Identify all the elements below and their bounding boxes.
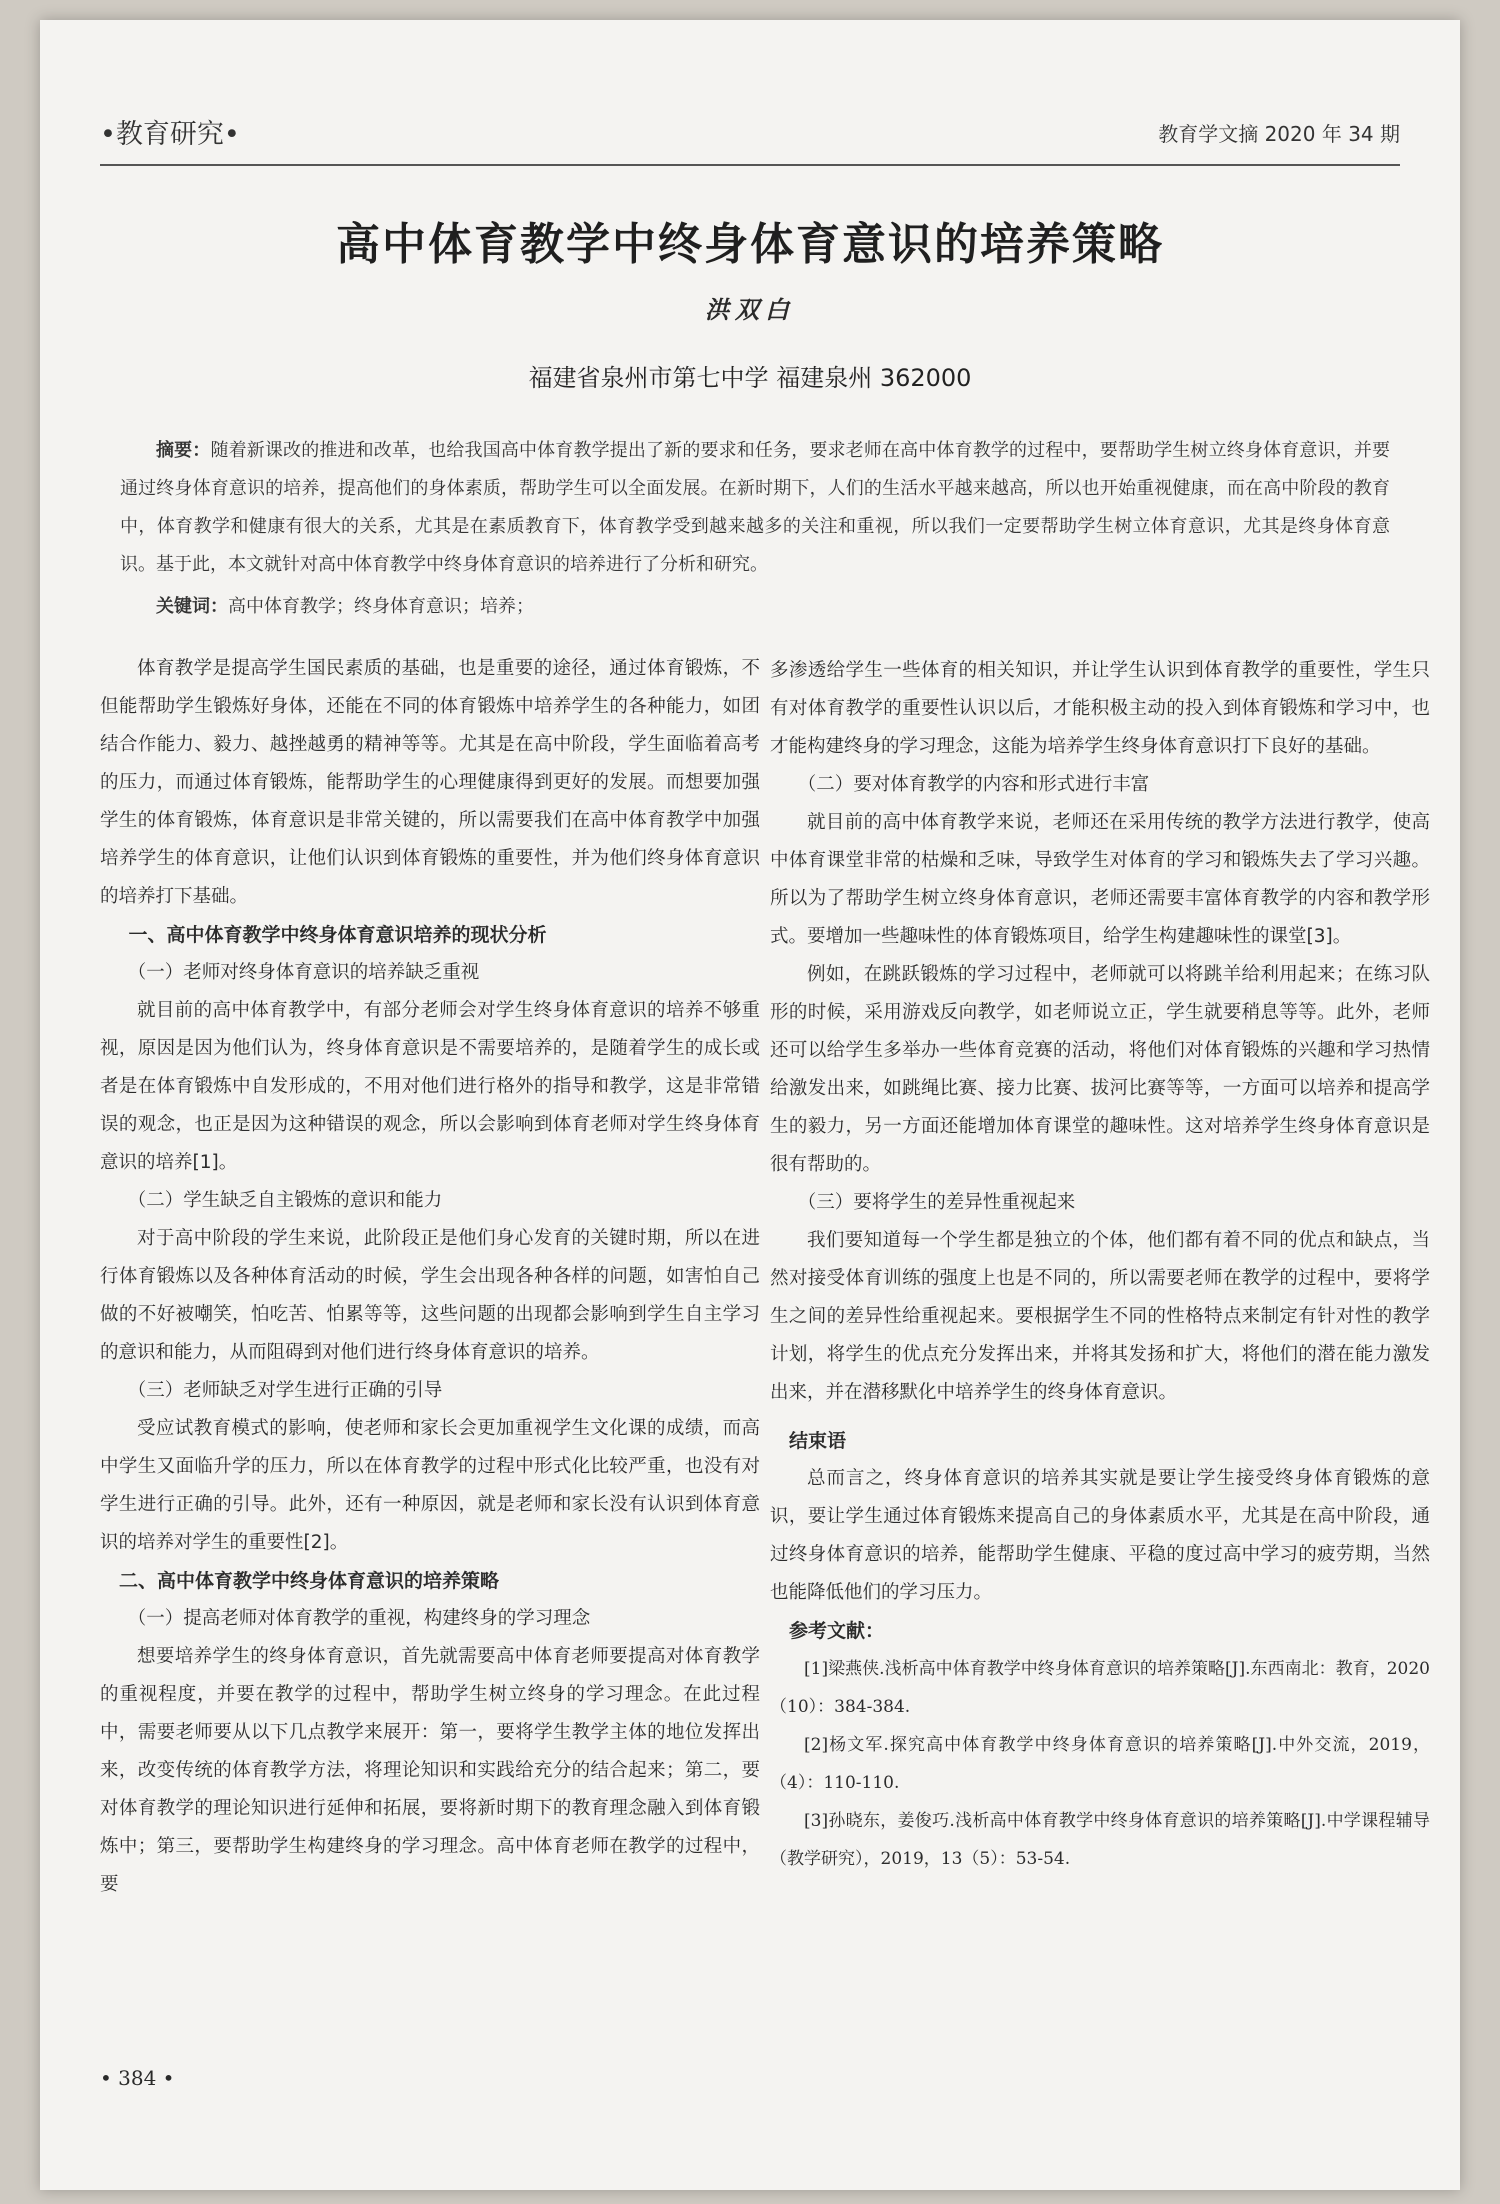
keywords-label: 关键词： [156,596,228,617]
header-rule [100,164,1400,166]
conclusion-heading: 结束语 [789,1430,847,1452]
subsection-heading-2-1: （一）提高老师对体育教学的重视，构建终身的学习理念 [127,1608,591,1629]
subsection-heading-1-1: （一）老师对终身体育意识的培养缺乏重视 [127,962,480,983]
references-heading: 参考文献： [789,1620,885,1642]
keywords [120,588,1390,626]
paragraph-1-1: 就目前的高中体育教学中，有部分老师会对学生终身体育意识的培养不够重视，原因是因为他们认为，终身体育意识是不需要培养的，是随着学生的成长或者是在体育锻炼中自发形成的，不用对他们进行格外的指导和教学，这是非常错误的观念，也正是因为这种错误的观念，所以会影响到体育老师对学生终身体育意识的培养[1]。 [100,1000,760,1173]
paragraph-2-1-continued: 多渗透给学生一些体育的相关知识，并让学生认识到体育教学的重要性，学生只有对体育教学的重要性认识以后，才能积极主动的投入到体育锻炼和学习中，也才能构建终身的学习理念，这能为培养学生终身体育意识打下良好的基础。 [770,660,1430,757]
subsection-heading-1-3: （三）老师缺乏对学生进行正确的引导 [127,1380,443,1401]
page-header [100,110,1400,150]
paragraph-1-2: 对于高中阶段的学生来说，此阶段正是他们身心发育的关键时期，所以在进行体育锻炼以及各种体育活动的时候，学生会出现各种各样的问题，如害怕自己做的不好被嘲笑，怕吃苦、怕累等等，这些问题的出现都会影响到学生自主学习的意识和能力，从而阻碍到对他们进行终身体育意识的培养。 [100,1228,760,1363]
paragraph-2-2a: 就目前的高中体育教学来说，老师还在采用传统的教学方法进行教学，使高中体育课堂非常的枯燥和乏味，导致学生对体育的学习和锻炼失去了学习兴趣。所以为了帮助学生树立终身体育意识，老师还需要丰富体育教学的内容和教学形式。要增加一些趣味性的体育锻炼项目，给学生构建趣味性的课堂[3]。 [770,812,1430,947]
reference-2: [2]杨文军.探究高中体育教学中终身体育意识的培养策略[J].中外交流，2019，（4）：110-110. [770,1735,1430,1793]
paragraph-1-3: 受应试教育模式的影响，使老师和家长会更加重视学生文化课的成绩，而高中学生又面临升学的压力，所以在体育教学的过程中形式化比较严重，也没有对学生进行正确的引导。此外，还有一种原因，就是老师和家长没有认识到体育意识的培养对学生的重要性[2]。 [100,1418,760,1553]
right-column [770,652,1430,1878]
paragraph-2-3: 我们要知道每一个学生都是独立的个体，他们都有着不同的优点和缺点，当然对接受体育训练的强度上也是不同的，所以需要老师在教学的过程中，要将学生之间的差异性给重视起来。要根据学生不同的性格特点来制定有针对性的教学计划，将学生的优点充分发挥出来，并将其发扬和扩大，将他们的潜在能力激发出来，并在潜移默化中培养学生的终身体育意识。 [770,1230,1430,1403]
author-affiliation: 福建省泉州市第七中学 福建泉州 362000 [528,364,972,392]
subsection-heading-1-2: （二）学生缺乏自主锻炼的意识和能力 [127,1190,443,1211]
article-title: 高中体育教学中终身体育意识的培养策略 [336,219,1164,270]
intro-paragraph: 体育教学是提高学生国民素质的基础，也是重要的途径，通过体育锻炼，不但能帮助学生锻炼好身体，还能在不同的体育锻炼中培养学生的各种能力，如团结合作能力、毅力、越挫越勇的精神等等。尤其是在高中阶段，学生面临着高考的压力，而通过体育锻炼，能帮助学生的心理健康得到更好的发展。而想要加强学生的体育锻炼，体育意识是非常关键的，所以需要我们在高中体育教学中加强培养学生的体育意识，让他们认识到体育锻炼的重要性，并为他们终身体育意识的培养打下基础。 [100,658,760,907]
section-heading-2: 二、高中体育教学中终身体育意识的培养策略 [119,1570,500,1592]
keywords-text: 高中体育教学；终身体育意识；培养； [228,596,534,617]
article-author: 洪双白 [705,295,795,324]
subsection-heading-2-3: （三）要将学生的差异性重视起来 [797,1192,1076,1213]
subsection-heading-2-2: （二）要对体育教学的内容和形式进行丰富 [797,774,1150,795]
reference-3: [3]孙晓东，姜俊巧.浅析高中体育教学中终身体育意识的培养策略[J].中学课程辅导（教学研究），2019，13（5）：53-54. [770,1811,1430,1869]
abstract-text: 随着新课改的推进和改革，也给我国高中体育教学提出了新的要求和任务，要求老师在高中体育教学的过程中，要帮助学生树立终身体育意识，并要通过终身体育意识的培养，提高他们的身体素质，帮助学生可以全面发展。在新时期下，人们的生活水平越来越高，所以也开始重视健康，而在高中阶段的教育中，体育教学和健康有很大的关系，尤其是在素质教育下，体育教学受到越来越多的关注和重视，所以我们一定要帮助学生树立体育意识，尤其是终身体育意识。基于此，本文就针对高中体育教学中终身体育意识的培养进行了分析和研究。 [120,440,1390,575]
section-tag: •教育研究• [100,119,240,150]
left-column [100,650,760,1904]
abstract-label: 摘要： [156,440,211,461]
journal-info: 教育学文摘 2020 年 34 期 [1158,122,1400,146]
abstract [120,432,1390,584]
journal-page [40,20,1460,2190]
paragraph-2-1: 想要培养学生的终身体育意识，首先就需要高中体育老师要提高对体育教学的重视程度，并要在教学的过程中，帮助学生树立终身的学习理念。在此过程中，需要老师要从以下几点教学来展开：第一，要将学生教学主体的地位发挥出来，改变传统的体育教学方法，将理论知识和实践给充分的结合起来；第二，要对体育教学的理论知识进行延伸和拓展，要将新时期下的教育理念融入到体育锻炼中；第三，要帮助学生构建终身的学习理念。高中体育老师在教学的过程中，要 [100,1646,760,1895]
conclusion-paragraph: 总而言之，终身体育意识的培养其实就是要让学生接受终身体育锻炼的意识，要让学生通过体育锻炼来提高自己的身体素质水平，尤其是在高中阶段，通过终身体育意识的培养，能帮助学生健康、平稳的度过高中学习的疲劳期，当然也能降低他们的学习压力。 [770,1468,1430,1603]
paragraph-2-2b: 例如，在跳跃锻炼的学习过程中，老师就可以将跳羊给利用起来；在练习队形的时候，采用游戏反向教学，如老师说立正，学生就要稍息等等。此外，老师还可以给学生多举办一些体育竞赛的活动，将他们对体育锻炼的兴趣和学习热情给激发出来，如跳绳比赛、接力比赛、拔河比赛等等，一方面可以培养和提高学生的毅力，另一方面还能增加体育课堂的趣味性。这对培养学生终身体育意识是很有帮助的。 [770,964,1430,1175]
section-heading-1: 一、高中体育教学中终身体育意识培养的现状分析 [128,924,547,946]
reference-1: [1]梁燕侠.浅析高中体育教学中终身体育意识的培养策略[J].东西南北：教育，2020（10）：384-384. [770,1659,1430,1717]
page-number: • 384 • [100,2066,175,2090]
